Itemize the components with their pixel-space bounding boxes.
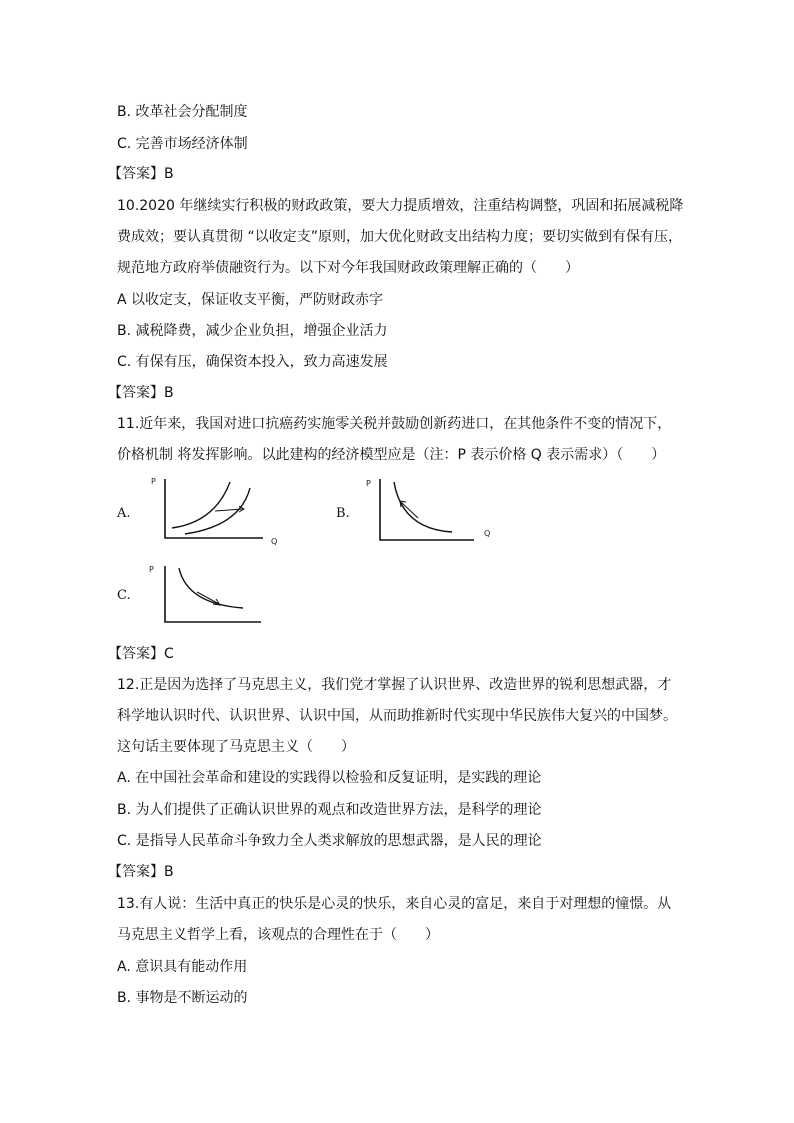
graph-a-curve-1 (172, 482, 230, 528)
q11-stem-line2: 价格机制 将发挥影响。以此建构的经济模型应是（注：P 表示价格 Q 表示需求）（ ） (117, 447, 666, 463)
graph-c-axis-p: P (149, 565, 154, 574)
graph-b-curve (394, 482, 452, 532)
q12-option-c: C. 是指导人民革命斗争致力全人类求解放的思想武器，是人民的理论 (117, 833, 542, 849)
graph-c-arrow (197, 592, 219, 604)
graph-b (364, 474, 504, 544)
graph-a (145, 474, 285, 544)
graph-c-curve (179, 568, 243, 608)
graph-b-axis-p: P (366, 479, 371, 488)
q10-stem-line1: 10.2020 年继续实行积极的财政政策，要大力提质增效，注重结构调整，巩固和拓展减税降 (117, 198, 684, 214)
q13-option-b: B. 事物是不断运动的 (117, 990, 248, 1006)
graph-a-axis-q: Q (271, 537, 278, 546)
q13-stem-line2: 马克思主义哲学上看，该观点的合理性在于（ ） (117, 927, 439, 943)
q10-option-b: B. 减税降费，减少企业负担，增强企业活力 (117, 323, 388, 339)
q13-option-a: A. 意识具有能动作用 (117, 959, 248, 975)
q10-stem-line3: 规范地方政府举债融资行为。以下对今年我国财政政策理解正确的（ ） (117, 260, 579, 276)
q9-option-c: C. 完善市场经济体制 (117, 136, 248, 152)
graph-a-axis-p: P (151, 477, 156, 486)
graph-b-label: B. (336, 506, 350, 521)
q12-answer: 【答案】B (108, 864, 174, 880)
q11-answer: 【答案】C (108, 646, 174, 662)
q12-stem-line1: 12.正是因为选择了马克思主义，我们党才掌握了认识世界、改造世界的锐利思想武器，才 (117, 677, 672, 693)
graph-a-label: A. (117, 506, 131, 521)
q10-option-c: C. 有保有压，确保资本投入，致力高速发展 (117, 354, 388, 370)
q12-stem-line2: 科学地认识时代、认识世界、认识中国，从而助推新时代实现中华民族伟大复兴的中国梦。 (117, 708, 677, 724)
q12-stem-line3: 这句话主要体现了马克思主义（ ） (117, 739, 355, 755)
q11-stem-line1: 11.近年来，我国对进口抗癌药实施零关税并鼓励创新药进口，在其他条件不变的情况下， (117, 416, 672, 432)
q12-option-a: A. 在中国社会革命和建设的实践得以检验和反复证明，是实践的理论 (117, 770, 542, 786)
graph-b-axis-q: Q (484, 529, 491, 538)
graph-c-label: C. (117, 588, 131, 603)
q10-answer: 【答案】B (108, 385, 174, 401)
q10-stem-line2: 费成效；要认真贯彻 “以收定支”原则，加大优化财政支出结构力度；要切实做到有保有压， (117, 229, 682, 245)
q9-option-b: B. 改革社会分配制度 (117, 104, 248, 120)
q12-option-b: B. 为人们提供了正确认识世界的观点和改造世界方法，是科学的理论 (117, 802, 542, 818)
q9-answer: 【答案】B (108, 166, 174, 182)
graph-c (145, 562, 265, 628)
q10-option-a: A 以收定支，保证收支平衡，严防财政赤字 (117, 292, 384, 308)
q13-stem-line1: 13.有人说：生活中真正的快乐是心灵的快乐，来自心灵的富足，来自于对理想的憧憬。从 (117, 896, 672, 912)
